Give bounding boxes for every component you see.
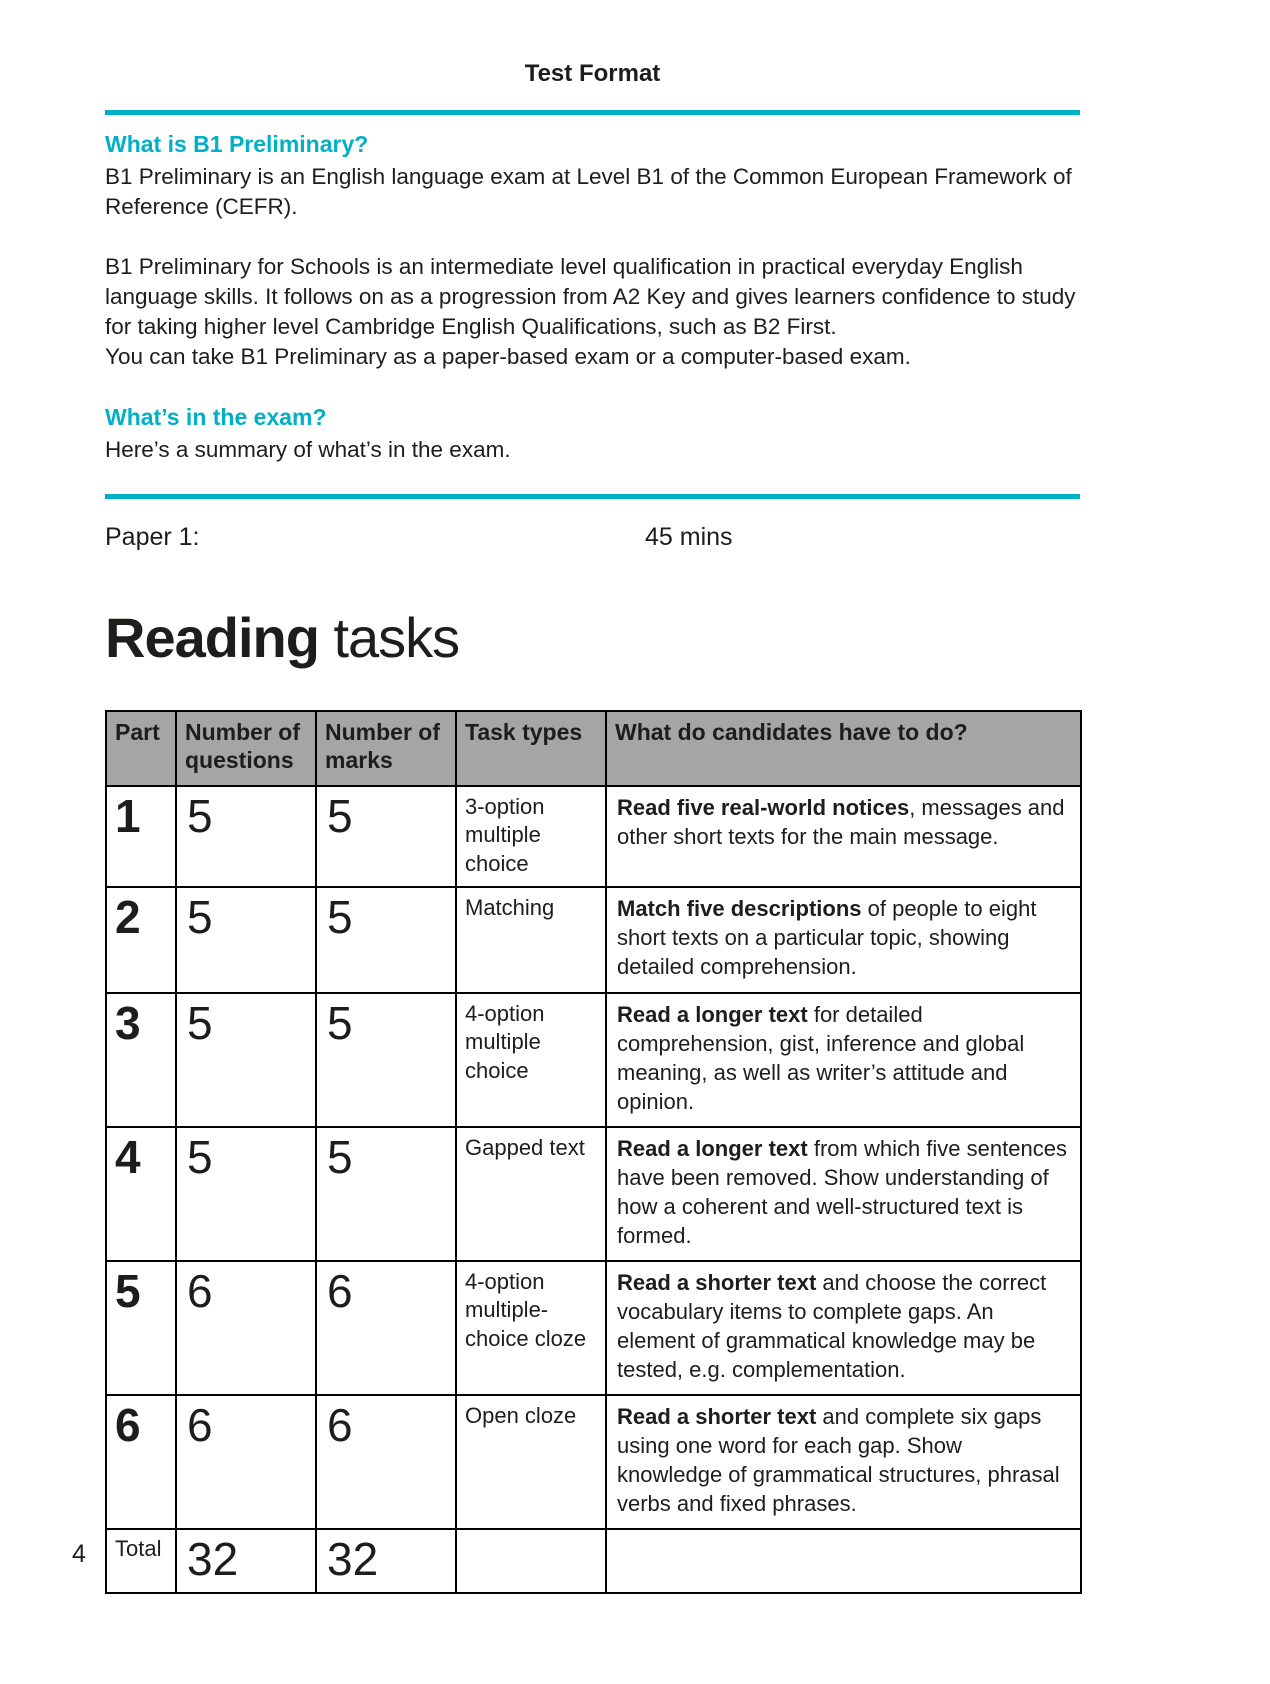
table-row: [106, 1395, 1081, 1529]
task-description: [606, 887, 1081, 992]
table-row: [106, 1261, 1081, 1395]
section-heading-whats-in-exam: What’s in the exam?: [105, 403, 327, 430]
questions-count: 5: [176, 786, 316, 888]
page-header-title: Test Format: [524, 60, 661, 87]
part-number: 4: [106, 1127, 176, 1261]
reading-title-light: tasks: [318, 606, 460, 670]
part-number: 6: [106, 1395, 176, 1529]
intro-paragraph-3: You can take B1 Preliminary as a paper-based exam or a computer-based exam.: [105, 343, 911, 369]
part-number: 1: [106, 786, 176, 888]
intro-paragraph-2: B1 Preliminary for Schools is an intermediate level qualification in practical everyday English language skills. It follows on as a progression from A2 Key and gives learners confidence to study for taking higher level Cambridge English Qualifications, such as B2 First.: [105, 253, 1076, 339]
total-marks: 32: [316, 1529, 456, 1593]
section-heading-what-is: What is B1 Preliminary?: [105, 131, 369, 157]
task-description-rest: of people to eight short texts on a particular topic, showing detailed comprehension.: [617, 896, 1037, 980]
table-total-row: [106, 1529, 1081, 1593]
total-empty-cell: [606, 1529, 1081, 1593]
task-description: [606, 1127, 1081, 1261]
paper-info-line: [105, 523, 1080, 557]
task-type: Matching: [456, 887, 606, 992]
marks-count: 6: [316, 1395, 456, 1529]
part-number: 2: [106, 887, 176, 992]
marks-count: 5: [316, 887, 456, 992]
task-description-bold: Read five real-world notices: [617, 794, 910, 820]
task-description-rest: and choose the correct vocabulary items to complete gaps. An element of grammatical knowledge may be tested, e.g. complementation.: [617, 1269, 1047, 1382]
reading-tasks-table: [105, 710, 1082, 1594]
total-questions: 32: [176, 1529, 316, 1593]
task-type: Gapped text: [456, 1127, 606, 1261]
total-empty-cell: [456, 1529, 606, 1593]
questions-count: 6: [176, 1395, 316, 1529]
task-description: [606, 993, 1081, 1127]
questions-count: 6: [176, 1261, 316, 1395]
task-type: Open cloze: [456, 1395, 606, 1529]
task-description: [606, 1395, 1081, 1529]
marks-count: 5: [316, 1127, 456, 1261]
table-row: [106, 993, 1081, 1127]
task-description-rest: from which five sentences have been removed. Show understanding of how a coherent and well-structured text is formed.: [617, 1135, 1067, 1248]
task-type: 3-option multiple choice: [456, 786, 606, 888]
reading-tasks-title: [105, 605, 1080, 670]
marks-count: 5: [316, 786, 456, 888]
middle-divider: [105, 494, 1080, 499]
task-description-rest: for detailed comprehension, gist, inference and global meaning, as well as writer’s attitude and opinion.: [617, 1001, 1025, 1114]
marks-count: 5: [316, 993, 456, 1127]
top-divider: [105, 110, 1080, 115]
task-description-rest: , messages and other short texts for the main message.: [617, 794, 1065, 849]
questions-count: 5: [176, 993, 316, 1127]
task-description-bold: Read a longer text: [617, 1001, 808, 1027]
questions-count: 5: [176, 1127, 316, 1261]
page-number: 4: [72, 1540, 86, 1568]
task-description: [606, 786, 1081, 888]
task-description-bold: Read a shorter text: [617, 1403, 817, 1429]
table-row: [106, 1127, 1081, 1261]
col-header-marks: Number of marks: [316, 711, 456, 785]
paper-label: Paper 1:: [105, 523, 200, 552]
col-header-questions: Number of questions: [176, 711, 316, 785]
reading-title-bold: Reading: [105, 606, 319, 670]
task-description-rest: and complete six gaps using one word for each gap. Show knowledge of grammatical structures, phrasal verbs and fixed phrases.: [617, 1403, 1060, 1516]
task-type: 4-option multiple choice: [456, 993, 606, 1127]
paper-duration: 45 mins: [645, 523, 733, 552]
task-description: [606, 1261, 1081, 1395]
task-description-bold: Read a longer text: [617, 1135, 808, 1161]
intro-paragraph-4: Here’s a summary of what’s in the exam.: [105, 436, 511, 462]
marks-count: 6: [316, 1261, 456, 1395]
questions-count: 5: [176, 887, 316, 992]
table-row: [106, 786, 1081, 888]
task-description-bold: Read a shorter text: [617, 1269, 817, 1295]
part-number: 5: [106, 1261, 176, 1395]
part-number: 3: [106, 993, 176, 1127]
table-header-row: [106, 711, 1081, 785]
total-label: Total: [106, 1529, 176, 1593]
col-header-part: Part: [106, 711, 176, 785]
col-header-candidates: What do candidates have to do?: [606, 711, 1081, 785]
col-header-task-types: Task types: [456, 711, 606, 785]
table-row: [106, 887, 1081, 992]
intro-paragraph-1: B1 Preliminary is an English language exam at Level B1 of the Common European Framework of Reference (CEFR).: [105, 164, 1072, 219]
task-description-bold: Match five descriptions: [617, 896, 862, 922]
task-type: 4-option multiple-choice cloze: [456, 1261, 606, 1395]
